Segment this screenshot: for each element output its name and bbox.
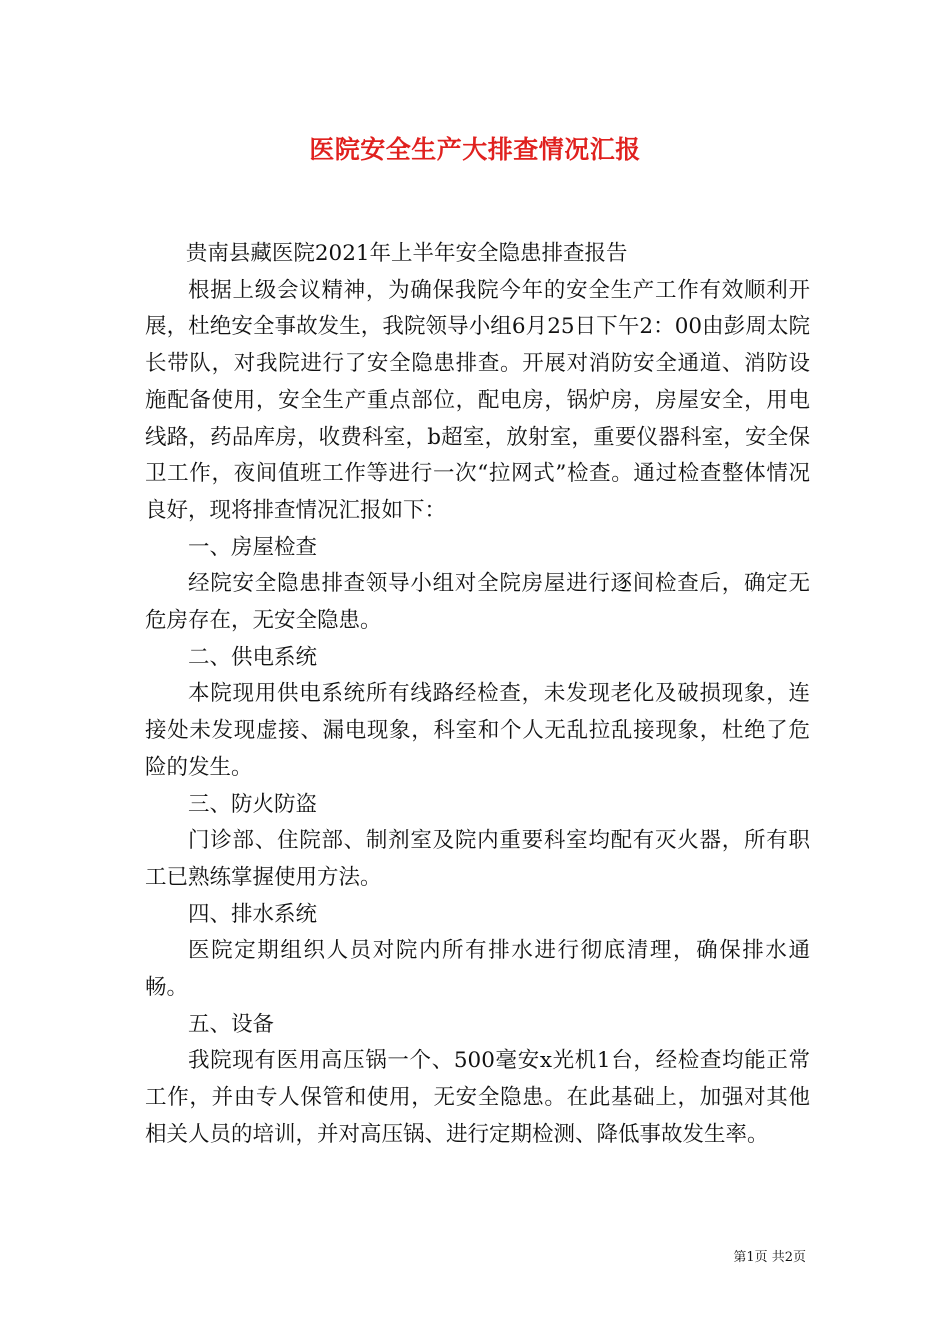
section-paragraph: 医院定期组织人员对院内所有排水进行彻底清理，确保排水通畅。 <box>145 938 810 1001</box>
section-paragraph: 我院现有医用高压锅一个、500毫安x光机1台，经检查均能正常工作，并由专人保管和使用，无安全隐患。在此基础上，加强对其他相关人员的培训，并对高压锅、进行定期检测、降低事故发生率。 <box>145 1048 810 1147</box>
document-body <box>145 236 810 1154</box>
section-heading: 五、设备 <box>188 1011 275 1037</box>
section-paragraph: 经院安全隐患排查领导小组对全院房屋进行逐间检查后，确定无危房存在，无安全隐患。 <box>145 571 810 634</box>
section-heading: 二、供电系统 <box>188 644 318 670</box>
section-paragraph: 本院现用供电系统所有线路经检查，未发现老化及破损现象，连接处未发现虚接、漏电现象，科室和个人无乱拉乱接现象，杜绝了危险的发生。 <box>145 681 810 780</box>
section-paragraph: 门诊部、住院部、制剂室及院内重要科室均配有灭火器，所有职工已熟练掌握使用方法。 <box>145 828 810 890</box>
intro-paragraph: 根据上级会议精神，为确保我院今年的安全生产工作有效顺利开展，杜绝安全事故发生，我院领导小组6月25日下午2：00由彭周太院长带队，对我院进行了安全隐患排查。开展对消防安全通道、消防设施配备使用，安全生产重点部位，配电房，锅炉房，房屋安全，用电线路，药品库房，收费科室，b超室，放射室，重要仪器科室，安全保卫工作，夜间值班工作等进行一次“拉网式”检查。通过检查整体情况良好，现将排查情况汇报如下： <box>145 277 810 523</box>
document-title: 医院安全生产大排查情况汇报 <box>309 135 641 164</box>
section-heading: 三、防火防盗 <box>188 791 318 817</box>
report-subtitle: 贵南县藏医院2021年上半年安全隐患排查报告 <box>185 241 628 266</box>
section-heading: 一、房屋检查 <box>188 534 318 560</box>
page-number: 第1页 共2页 <box>733 1250 806 1265</box>
section-heading: 四、排水系统 <box>188 901 318 927</box>
